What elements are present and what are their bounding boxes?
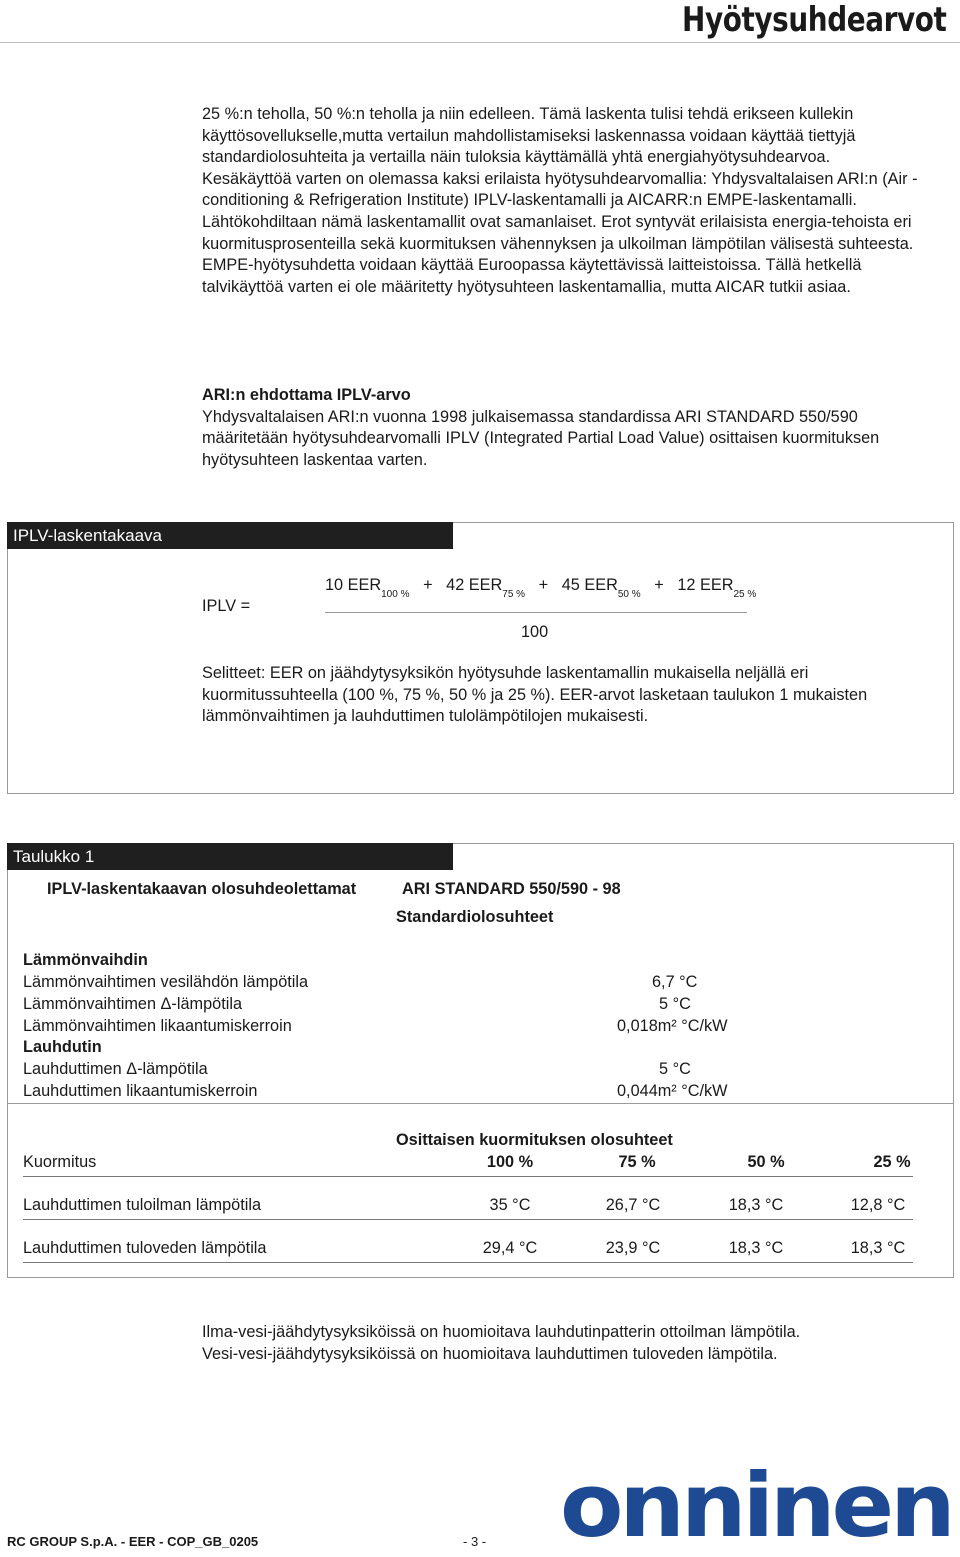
partial-load-title: Osittaisen kuormituksen olosuhteet <box>396 1131 673 1149</box>
water-temp-75: 23,9 °C <box>605 1239 661 1257</box>
table1-subtitle: Standardiolosuhteet <box>396 908 554 926</box>
table-row-label: Lämmönvaihtimen likaantumiskerroin <box>23 1017 292 1035</box>
water-temp-50: 18,3 °C <box>728 1239 784 1257</box>
table-row-label: Lauhduttimen likaantumiskerroin <box>23 1082 258 1100</box>
plus-sign: + <box>654 576 664 594</box>
row-rule <box>23 1219 913 1220</box>
heat-exchanger-heading: Lämmönvaihdin <box>23 951 148 969</box>
table1-title-left: IPLV-laskentakaavan olosuhdeolettamat <box>47 880 357 898</box>
load-25: 25 % <box>873 1153 911 1171</box>
formula-legend: Selitteet: EER on jäähdytysyksikön hyötysuhde laskentamallin mukaisella neljällä eri kuormitussuhteella (100 %, 75 %, 50 % ja 25 %). EER-arvot lasketaan taulukon 1 mukaisten lämmönvaihtimen ja lauhduttimen tulolämpötilojen mukaisesti. <box>202 664 868 726</box>
title-rule <box>0 42 960 43</box>
table-row-label: Lämmönvaihtimen vesilähdön lämpötila <box>23 973 309 991</box>
load-label: Kuormitus <box>23 1153 97 1171</box>
notes <box>202 1322 942 1365</box>
water-temp-100: 29,4 °C <box>482 1239 538 1257</box>
air-temp-label: Lauhduttimen tuloilman lämpötila <box>23 1196 262 1214</box>
table-row-label: Lämmönvaihtimen Δ-lämpötila <box>23 995 243 1013</box>
term-25: 12 $EER_{25 \%}$ <box>677 576 757 600</box>
page-title: Hyötysuhdearvot <box>681 0 946 40</box>
load-50: 50 % <box>747 1153 785 1171</box>
onninen-logo: onninen <box>560 1454 952 1557</box>
plus-sign: + <box>538 576 549 594</box>
note-1: Ilma-vesi-jäähdytysyksiköissä on huomioitava lauhdutinpatterin ottoilman lämpötila. <box>202 1323 801 1341</box>
fraction-bar <box>325 612 747 613</box>
air-temp-75: 26,7 °C <box>605 1196 661 1214</box>
term-75: 42 $EER_{75 \%}$ <box>446 576 526 600</box>
formula-box <box>7 522 954 794</box>
table-row-value: 5 °C <box>659 1060 691 1078</box>
table1-title-right: ARI STANDARD 550/590 - 98 <box>402 880 621 898</box>
ari-section <box>202 385 942 471</box>
note-2: Vesi-vesi-jäähdytysyksiköissä on huomioitava lauhduttimen tuloveden lämpötila. <box>202 1344 778 1363</box>
water-temp-label: Lauhduttimen tuloveden lämpötila <box>23 1239 267 1257</box>
table-row-value: 5 °C <box>659 995 691 1013</box>
table-row-value: 0,044m² °C/kW <box>617 1082 728 1100</box>
formula-numerator <box>325 576 757 600</box>
air-temp-50: 18,3 °C <box>728 1196 784 1214</box>
condenser-heading: Lauhdutin <box>23 1038 102 1056</box>
intro-paragraph-3: Lähtökohdiltaan nämä laskentamallit ovat samanlaiset. Erot syntyvät erilaisista energia-tehoista eri kuormitusprosenteilla sekä kuormituksen vähennyksen ja ulkoilman lämpötilan välisestä suhteesta. EMPE-hyötysuhdetta voidaan käyttää Euroopassa käytettävissä laitteistoissa. Tällä hetkellä talvikäyttöä varten ei ole määritetty hyötysuhteen laskentamallia, mutta AICAR tutkii asiaa. <box>202 212 914 296</box>
plus-sign: + <box>423 576 433 594</box>
term-100: 10 $EER_{100 \%}$ <box>325 576 410 600</box>
air-temp-100: 35 °C <box>489 1196 531 1214</box>
row-rule <box>23 1262 913 1263</box>
term-50: 45 $EER_{50 \%}$ <box>561 576 641 600</box>
row-rule <box>23 1176 913 1177</box>
footer-doc-id: RC GROUP S.p.A. - EER - COP_GB_0205 <box>7 1534 259 1549</box>
table-row-value: 0,018m² °C/kW <box>617 1017 728 1035</box>
formula-denominator: 100 <box>521 623 549 641</box>
air-temp-25: 12,8 °C <box>850 1196 906 1214</box>
load-75: 75 % <box>618 1153 656 1171</box>
table1-header: Taulukko 1 <box>7 843 453 870</box>
load-100: 100 % <box>486 1153 534 1171</box>
footer-page-number: - 3 - <box>463 1534 487 1549</box>
ari-heading: ARI:n ehdottama IPLV-arvo <box>202 386 411 404</box>
ari-text: Yhdysvaltalaisen ARI:n vuonna 1998 julkaisemassa standardissa ARI STANDARD 550/590 määritetään hyötysuhdearvomalli IPLV (Integrated Partial Load Value) osittaisen kuormituksen hyötysuhteen laskentaa varten. <box>202 407 880 469</box>
water-temp-25: 18,3 °C <box>850 1239 906 1257</box>
intro-paragraph-1: 25 %:n teholla, 50 %:n teholla ja niin edelleen. Tämä laskenta tulisi tehdä erikseen kullekin käyttösovellukselle,mutta vertailun mahdollistamiseksi laskennassa voidaan käyttää tiettyjä standardiolosuhteita ja vertailla näin tuloksia käyttämällä yhtä energiahyötysuhdearvoa. <box>202 105 856 167</box>
table-row-value: 6,7 °C <box>652 973 698 991</box>
divider <box>7 1103 954 1104</box>
intro-paragraph-2: Kesäkäyttöä varten on olemassa kaksi erilaista hyötysuhdearvomallia: Yhdysvaltalaisen ARI:n (Air - conditioning & Refrigeration Institute) IPLV-laskentamalli ja AICARR:n EMPE-laskentamalli. <box>202 169 918 210</box>
formula-lhs: IPLV = <box>202 597 251 615</box>
intro-text <box>202 104 942 298</box>
table-row-label: Lauhduttimen Δ-lämpötila <box>23 1060 208 1078</box>
formula-box-header: IPLV-laskentakaava <box>7 522 453 549</box>
